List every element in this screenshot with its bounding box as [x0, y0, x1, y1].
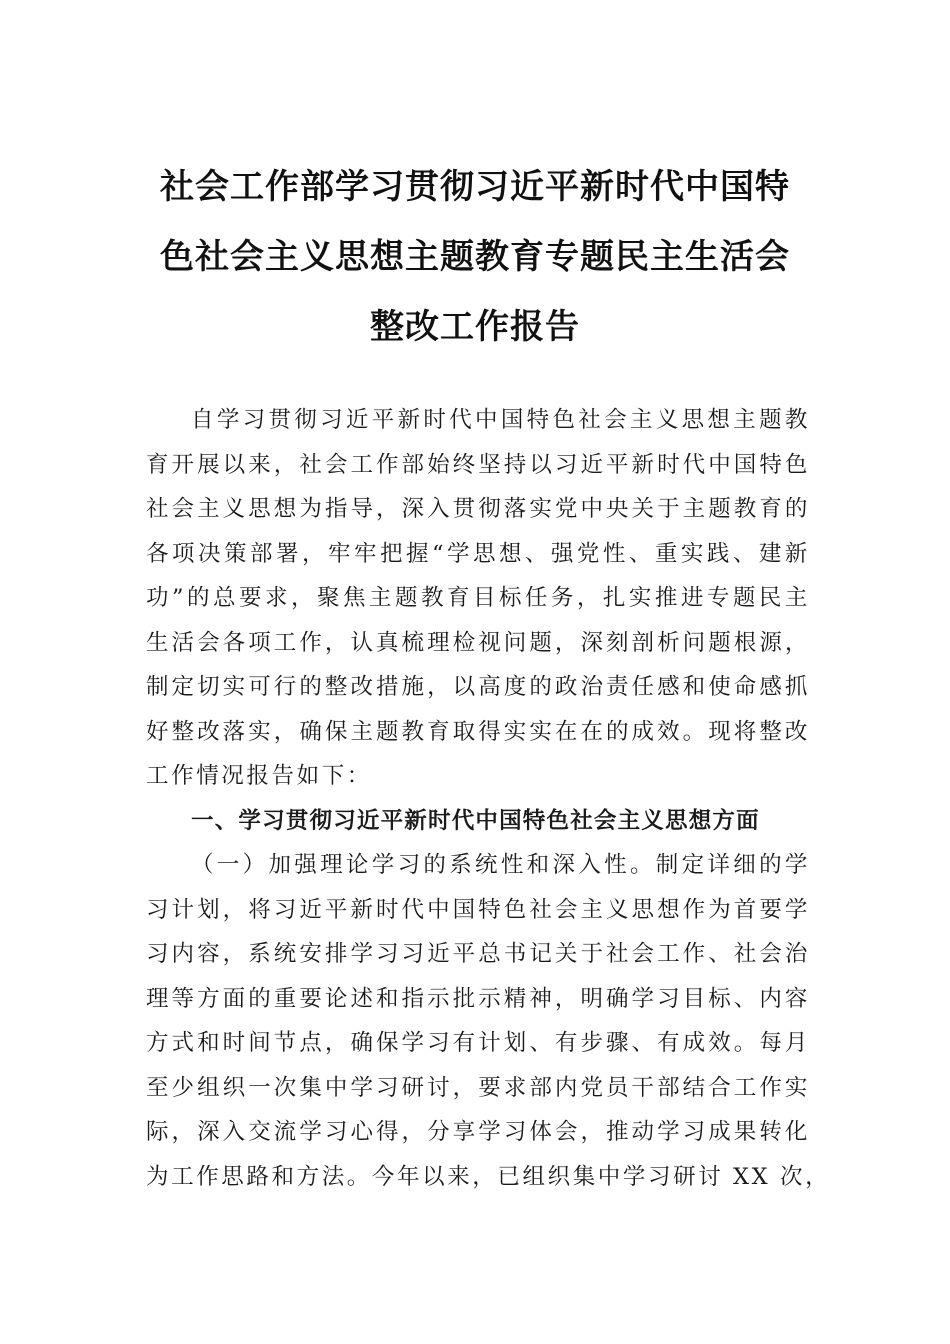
intro-line: 功”的总要求，聚焦主题教育目标任务，扎实推进专题民主 [146, 585, 810, 611]
intro-line: 育开展以来，社会工作部始终坚持以习近平新时代中国特色 [146, 451, 810, 478]
document-body [146, 398, 831, 1199]
title-line: 整改工作报告 [370, 307, 580, 347]
section-line: 习计划，将习近平新时代中国特色社会主义思想作为首要学 [146, 896, 810, 923]
title-line: 社会工作部学习贯彻习近平新时代中国特 [160, 167, 790, 207]
intro-line: 制定切实可行的整改措施，以高度的政治责任感和使命感抓 [146, 674, 810, 700]
intro-line: 社会主义思想为指导，深入贯彻落实党中央关于主题教育的 [146, 496, 810, 522]
section-line: 方式和时间节点，确保学习有计划、有步骤、有成效。每月 [146, 1030, 810, 1056]
section-line: 至少组织一次集中学习研讨，要求部内党员干部结合工作实 [146, 1074, 810, 1101]
section-line: 际，深入交流学习心得，分享学习体会，推动学习成果转化 [146, 1119, 810, 1145]
title-line: 色社会主义思想主题教育专题民主生活会 [160, 237, 790, 277]
section-heading: 一、学习贯彻习近平新时代中国特色社会主义思想方面 [191, 807, 760, 834]
intro-line: 好整改落实，确保主题教育取得实实在在的成效。现将整改 [146, 718, 810, 745]
section-line: 理等方面的重要论述和指示批示精神，明确学习目标、内容 [146, 985, 810, 1012]
intro-line: 生活会各项工作，认真梳理检视问题，深刻剖析问题根源， [146, 629, 810, 656]
intro-line: 各项决策部署，牢牢把握“学思想、强党性、重实践、建新 [146, 540, 810, 567]
intro-line: 工作情况报告如下： [146, 763, 372, 789]
section-line: 习内容，系统安排学习习近平总书记关于社会工作、社会治 [146, 941, 810, 967]
section-line: （一）加强理论学习的系统性和深入性。制定详细的学 [191, 852, 810, 878]
section-line: 为工作思路和方法。今年以来，已组织集中学习研讨 XX 次， [146, 1163, 831, 1190]
intro-line: 自学习贯彻习近平新时代中国特色社会主义思想主题教 [191, 407, 810, 433]
document-title [140, 152, 810, 362]
